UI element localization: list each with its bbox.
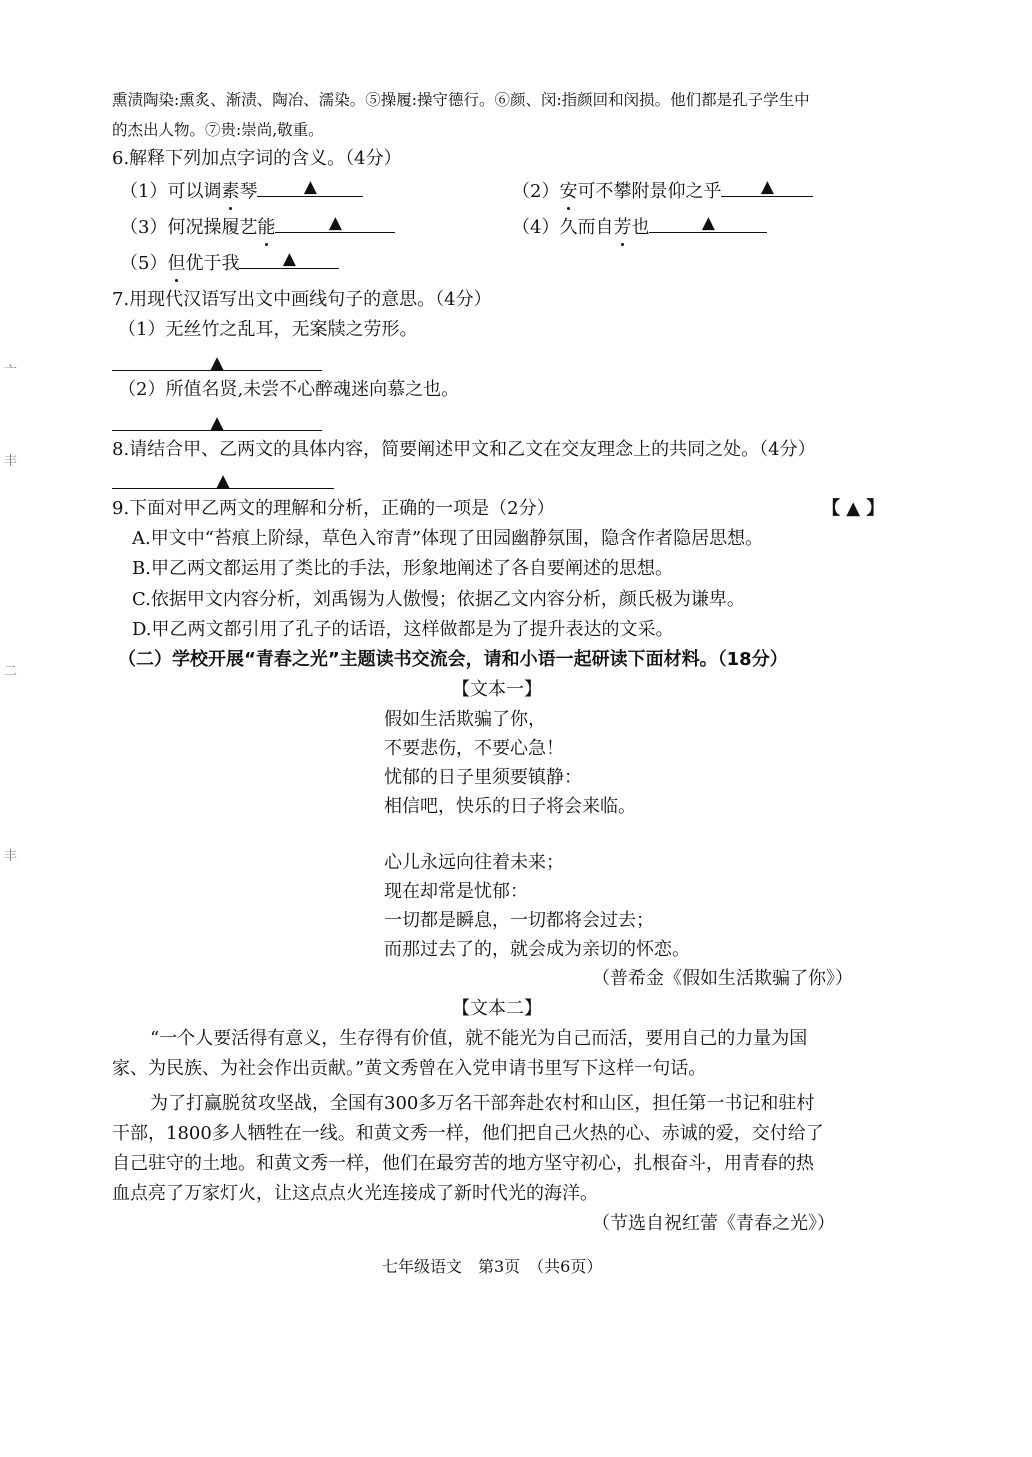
q6-item-3 [120,214,395,240]
text1-title: 【文本一】 [452,679,542,700]
question-8-title: 8.请结合甲、乙两文的具体内容，简要阐述甲文和乙文在交友理念上的共同之处。（4分） [112,439,816,460]
item-number: （2） [512,181,560,202]
q6-item-1 [120,178,363,204]
poem-line: 现在却常是忧郁： [384,881,528,902]
triangle-mark: ▲ [216,471,230,491]
item-number: （4） [512,217,560,238]
paragraph-line: 自己驻守的土地。和黄文秀一样，他们在最穷苦的地方坚守初心，扎根奋斗，用青春的热 [112,1153,814,1174]
option-b: B.甲乙两文都运用了类比的手法，形象地阐述了各自要阐述的思想。 [132,558,673,579]
triangle-mark: ▲ [701,213,715,233]
item-text: 何况操履艺 [167,217,258,238]
q6-item-2 [512,178,813,204]
triangle-mark: ▲ [303,177,317,197]
note-line: 熏渍陶染:熏炙、渐渍、陶冶、濡染。⑤操履:操守德行。⑥颜、闵:指颜回和闵损。他们都是孔子学生中 [112,91,810,109]
answer-blank[interactable] [275,214,395,233]
poem-line: 忧郁的日子里须要镇静： [384,767,582,788]
item-number: （1） [120,181,168,202]
paragraph-line: “一个人要活得有意义，生存得有价值，就不能光为自己而活，要用自己的力量为国 [150,1028,808,1049]
paragraph-line: 干部，1800多人牺牲在一线。和黄文秀一样，他们把自己火热的心、赤诚的爱，交付给了 [112,1123,824,1144]
item-text: 琴 [239,181,258,202]
item-text: 可不攀附景仰之乎 [577,181,722,202]
margin-mark: 亠 [4,364,18,379]
triangle-mark: ▲ [210,413,224,433]
paragraph-line: 为了打赢脱贫攻坚战，全国有300多万名干部奔赴农村和山区，担任第一书记和驻村 [150,1093,815,1114]
margin-mark: 丰 [4,454,18,469]
poem-line: 不要悲伤，不要心急！ [384,738,564,759]
triangle-mark: ▲ [760,177,774,197]
q7-sentence-2: （2）所值名贤,未尝不心醉魂迷向慕之也。 [118,379,460,400]
answer-blank[interactable] [721,178,813,197]
question-7-title: 7.用现代汉语写出文中画线句子的意思。（4分） [112,289,492,310]
item-text: 可以调 [167,181,222,202]
dotted-char: 但 [167,253,186,274]
item-text: 也 [631,217,650,238]
poem-line: 一切都是瞬息，一切都将会过去； [384,910,654,931]
option-d: D.甲乙两文都引用了孔子的话语，这样做都是为了提升表达的文采。 [132,619,674,640]
poem-line: 相信吧，快乐的日子将会来临。 [384,796,636,817]
answer-line[interactable] [112,348,322,371]
text2-source: （节选自祝红蕾《青春之光》） [592,1213,835,1234]
option-a: A.甲文中“苔痕上阶绿，草色入帘青”体现了田园幽静氛围，隐含作者隐居思想。 [132,528,764,549]
triangle-mark: ▲ [210,353,224,373]
q6-item-4 [512,214,767,240]
answer-blank[interactable] [649,214,767,233]
answer-blank[interactable] [257,178,363,197]
option-c: C.依据甲文内容分析，刘禹锡为人傲慢；依据乙文内容分析，颜氏极为谦卑。 [132,589,745,610]
item-number: （5） [120,253,168,274]
item-text: 久而自 [559,217,614,238]
q7-sentence-1: （1）无丝竹之乱耳，无案牍之劳形。 [118,319,418,340]
note-line: 的杰出人物。⑦贵:崇尚,敬重。 [112,121,324,139]
answer-line[interactable] [112,466,334,489]
poem-line: 假如生活欺骗了你， [384,709,546,730]
triangle-mark: ▲ [328,213,342,233]
q6-item-5 [120,250,339,276]
dotted-char: 能 [257,217,276,238]
paragraph-line: 家、为民族、为社会作出贡献。”黄文秀曾在入党申请书里写下这样一句话。 [112,1058,707,1079]
page-footer: 七年级语文 第3页 （共6页） [382,1257,603,1276]
paragraph-line: 血点亮了万家灯火，让这点点火光连接成了新时代光的海洋。 [112,1183,598,1204]
answer-line[interactable] [112,408,322,431]
answer-box[interactable]: 【 ▲ 】 [822,498,885,519]
poem-line: 而那过去了的，就会成为亲切的怀恋。 [384,939,690,960]
section-title: （二）学校开展“青春之光”主题读书交流会，请和小语一起研读下面材料。（18分） [118,649,788,670]
poem-source: （普希金《假如生活欺骗了你》） [592,968,853,989]
text2-title: 【文本二】 [452,998,542,1019]
triangle-mark: ▲ [282,249,296,269]
margin-mark: 丰 [4,849,18,864]
dotted-char: 安 [559,181,578,202]
item-number: （3） [120,217,168,238]
poem-line: 心儿永远向往着未来； [384,852,564,873]
answer-blank[interactable] [239,250,339,269]
item-text: 优于我 [185,253,240,274]
margin-mark: 二 [4,664,18,679]
question-9-title: 9.下面对甲乙两文的理解和分析，正确的一项是（2分） [112,498,555,519]
dotted-char: 芳 [613,217,632,238]
dotted-char: 素 [221,181,240,202]
question-6-title: 6.解释下列加点字词的含义。（4分） [112,148,402,169]
